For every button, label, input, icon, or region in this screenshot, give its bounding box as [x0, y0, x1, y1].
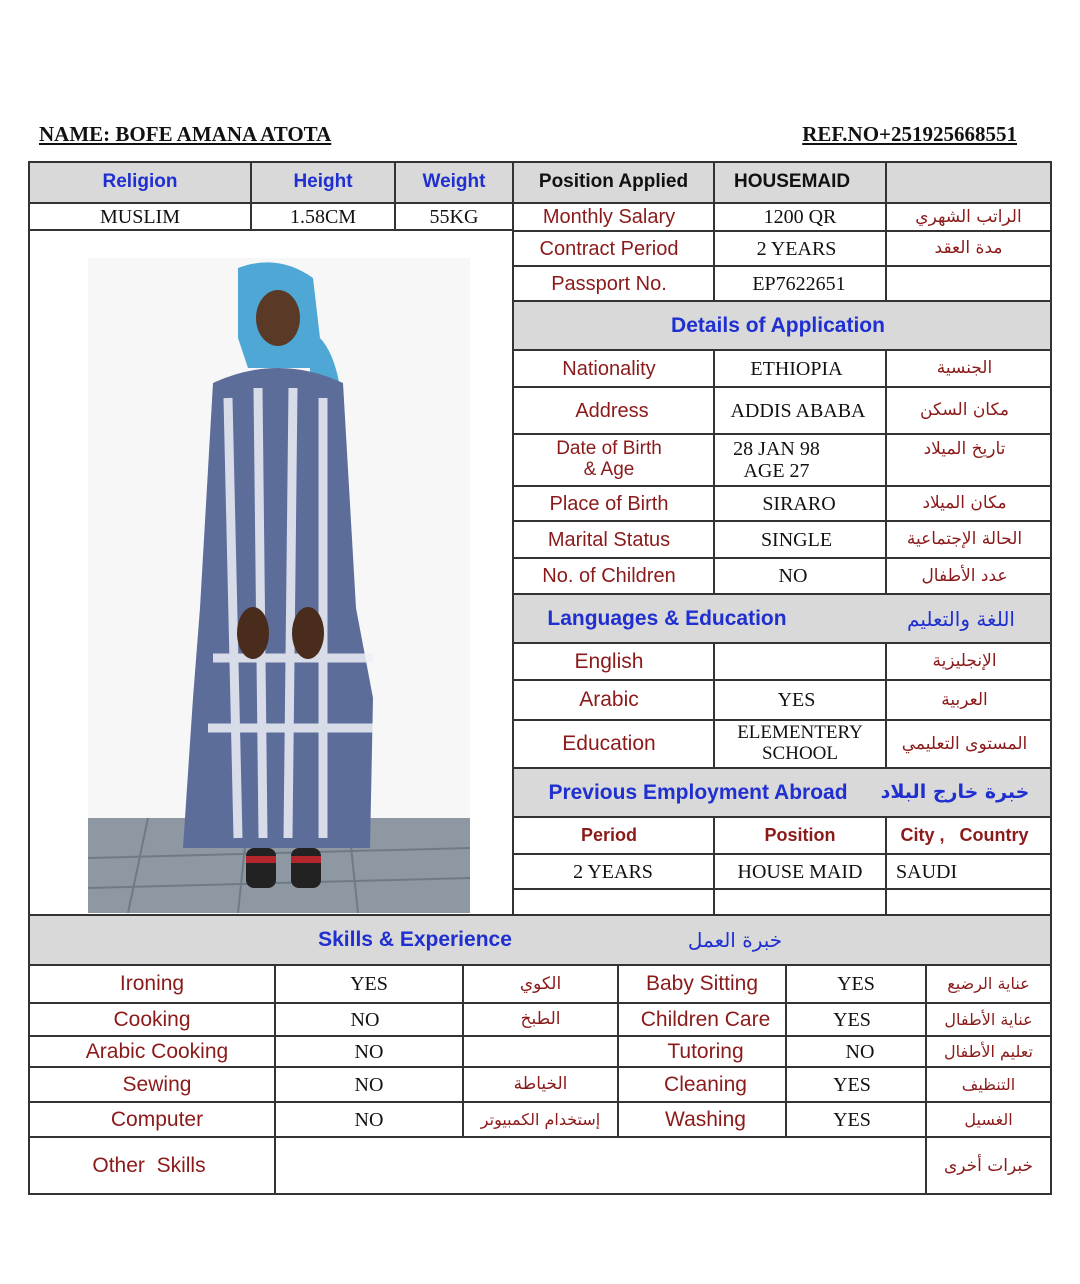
age-value: AGE 27 [743, 460, 810, 482]
grid-line [28, 161, 30, 1195]
grid-line [785, 964, 787, 1137]
skill-children-care-arabic: عناية الأطفال [944, 1009, 1033, 1029]
city-country-column-header: City , Country [900, 824, 1029, 845]
grid-line [513, 300, 1052, 302]
passport-value: EP7622651 [752, 272, 846, 295]
education-value [714, 720, 886, 768]
grid-line [713, 816, 715, 915]
skill-cooking-label: Cooking [113, 1007, 191, 1031]
previous-employment-heading: Previous Employment Abroad [548, 780, 848, 804]
religion-value: MUSLIM [99, 206, 180, 228]
dob-value: 28 JAN 98 [733, 438, 820, 460]
skill-arabic-cooking-value: NO [354, 1040, 384, 1063]
dob-arabic: تاريخ الميلاد [923, 438, 1006, 459]
grid-line [513, 386, 1052, 388]
education-value-line1: ELEMENTERY [737, 722, 863, 744]
grid-line [28, 914, 1052, 916]
grid-line [28, 1066, 1052, 1068]
skill-computer-arabic: إستخدام الكمبيوتر [480, 1109, 601, 1129]
skill-sewing-value: NO [354, 1073, 384, 1096]
dob-label-line2: & Age [583, 459, 635, 480]
passport-arabic [886, 266, 1051, 301]
grid-line [513, 853, 1052, 855]
grid-line [28, 1193, 1052, 1195]
other-skills-arabic: خبرات أخرى [943, 1155, 1034, 1176]
nationality-arabic: الجنسية [936, 358, 993, 379]
grid-line [513, 230, 1052, 232]
weight-value: 55KG [429, 206, 479, 228]
skill-cleaning-value: YES [833, 1073, 871, 1096]
grid-line [28, 1136, 1052, 1138]
education-arabic: المستوى التعليمي [901, 733, 1028, 754]
grid-line [513, 767, 1052, 769]
position-applied-label: Position Applied [538, 171, 689, 193]
skill-tutoring-value: NO [845, 1040, 875, 1063]
grid-line [713, 642, 715, 768]
grid-line [513, 520, 1052, 522]
grid-line [513, 349, 1052, 351]
grid-line [513, 719, 1052, 721]
address-label: Address [575, 399, 649, 422]
grid-line [885, 642, 887, 768]
skill-sewing-arabic: الخياطة [513, 1074, 568, 1095]
height-label: Height [293, 171, 353, 193]
skill-baby-sitting-arabic: عناية الرضيع [947, 974, 1030, 994]
contract-period-label: Contract Period [539, 237, 679, 260]
skills-experience-arabic: خبرة العمل [687, 928, 783, 952]
skill-washing-arabic: الغسيل [964, 1109, 1013, 1129]
grid-line [513, 485, 1052, 487]
skill-cleaning-label: Cleaning [664, 1072, 747, 1096]
skill-children-care-value: YES [833, 1008, 871, 1031]
weight-label: Weight [422, 171, 486, 193]
skill-cleaning-arabic: التنظيف [961, 1074, 1016, 1094]
grid-line [617, 964, 619, 1137]
skill-ironing-label: Ironing [119, 972, 185, 996]
grid-line [28, 1035, 1052, 1037]
grid-line [925, 964, 927, 1195]
education-label: Education [562, 732, 656, 756]
grid-line [885, 816, 887, 915]
skill-washing-value: YES [833, 1108, 871, 1131]
grid-line [1050, 161, 1052, 1195]
skill-washing-label: Washing [665, 1107, 746, 1131]
period-column-header: Period [580, 824, 637, 845]
grid-line [462, 964, 464, 1137]
grid-line [513, 433, 1052, 435]
grid-line [274, 964, 276, 1195]
arabic-label: Arabic [579, 688, 639, 712]
place-of-birth-value: SIRARO [762, 492, 836, 515]
grid-line [885, 349, 887, 594]
dob-label-line1: Date of Birth [556, 438, 662, 460]
contract-period-value: 2 YEARS [756, 237, 837, 260]
candidate-name: NAME: BOFE AMANA ATOTA [39, 122, 332, 146]
skill-baby-sitting-label: Baby Sitting [645, 972, 759, 996]
monthly-salary-label: Monthly Salary [542, 206, 676, 228]
place-of-birth-label: Place of Birth [549, 492, 669, 515]
other-skills-label: Other Skills [92, 1154, 206, 1178]
skill-ironing-arabic: الكوي [519, 973, 562, 994]
grid-line [512, 161, 514, 916]
monthly-salary-value: 1200 QR [763, 206, 837, 228]
children-label: No. of Children [542, 565, 676, 587]
employment-position-value: HOUSE MAID [737, 860, 863, 883]
grid-line [28, 161, 1052, 163]
grid-line [28, 1002, 1052, 1004]
marital-status-value: SINGLE [760, 528, 833, 551]
skill-tutoring-label: Tutoring [667, 1039, 744, 1063]
height-value: 1.58CM [289, 206, 357, 228]
religion-label: Religion [102, 171, 178, 193]
position-applied-value: HOUSEMAID [734, 171, 851, 193]
skill-sewing-label: Sewing [122, 1072, 192, 1096]
position-column-header: Position [764, 824, 836, 845]
skill-tutoring-arabic: تعليم الأطفال [944, 1041, 1033, 1061]
skill-children-care-label: Children Care [640, 1007, 771, 1031]
grid-line [885, 161, 887, 301]
grid-line [28, 964, 1052, 966]
grid-line [513, 593, 1052, 595]
english-value [714, 643, 886, 680]
nationality-value: ETHIOPIA [750, 357, 843, 380]
grid-line [513, 265, 1052, 267]
address-arabic: مكان السكن [920, 400, 1009, 421]
previous-employment-arabic: خبرة خارج البلاد [880, 781, 1030, 804]
education-value-line2: SCHOOL [761, 743, 838, 764]
children-value: NO [778, 565, 808, 587]
skill-computer-value: NO [354, 1108, 384, 1131]
contract-period-arabic: مدة العقد [934, 238, 1003, 259]
grid-line [28, 202, 1052, 204]
monthly-salary-arabic: الراتب الشهري [915, 206, 1022, 227]
languages-education-heading: Languages & Education [547, 606, 787, 630]
grid-line [713, 161, 715, 301]
employment-period-value: 2 YEARS [573, 860, 653, 883]
skills-experience-heading: Skills & Experience [318, 928, 512, 952]
dob-age-value [714, 434, 839, 486]
passport-label: Passport No. [551, 272, 667, 295]
address-value: ADDIS ABABA [730, 399, 866, 422]
candidate-photo-placeholder [88, 258, 470, 913]
employment-country-value: SAUDI [896, 860, 958, 883]
arabic-arabic: العربية [941, 689, 988, 710]
languages-education-arabic: اللغة والتعليم [907, 606, 1015, 631]
grid-line [28, 1101, 1052, 1103]
skill-baby-sitting-value: YES [837, 973, 875, 995]
details-of-application-heading: Details of Application [671, 313, 885, 337]
skill-arabic-cooking-arabic [463, 1036, 618, 1067]
grid-line [513, 642, 1052, 644]
skill-cooking-value: NO [350, 1008, 380, 1031]
reference-number: REF.NO+251925668551 [802, 122, 1017, 146]
marital-status-label: Marital Status [547, 528, 671, 551]
nationality-label: Nationality [562, 357, 656, 380]
grid-line [713, 349, 715, 594]
english-label: English [574, 649, 644, 673]
marital-status-arabic: الحالة الإجتماعية [906, 529, 1023, 550]
grid-line [513, 557, 1052, 559]
english-arabic: الإنجليزية [932, 651, 997, 672]
grid-line [513, 888, 1052, 890]
grid-line [513, 816, 1052, 818]
skill-computer-label: Computer [110, 1107, 204, 1131]
place-of-birth-arabic: مكان الميلاد [922, 493, 1007, 514]
dob-age-label [513, 434, 705, 486]
skill-cooking-arabic: الطبخ [520, 1009, 561, 1030]
grid-line [394, 161, 396, 231]
grid-line [513, 679, 1052, 681]
skill-ironing-value: YES [350, 973, 388, 995]
candidate-photo [88, 258, 470, 913]
arabic-value: YES [777, 689, 816, 711]
children-arabic: عدد الأطفال [921, 565, 1008, 586]
grid-line [28, 229, 513, 231]
grid-line [250, 161, 252, 231]
skill-arabic-cooking-label: Arabic Cooking [85, 1039, 229, 1063]
